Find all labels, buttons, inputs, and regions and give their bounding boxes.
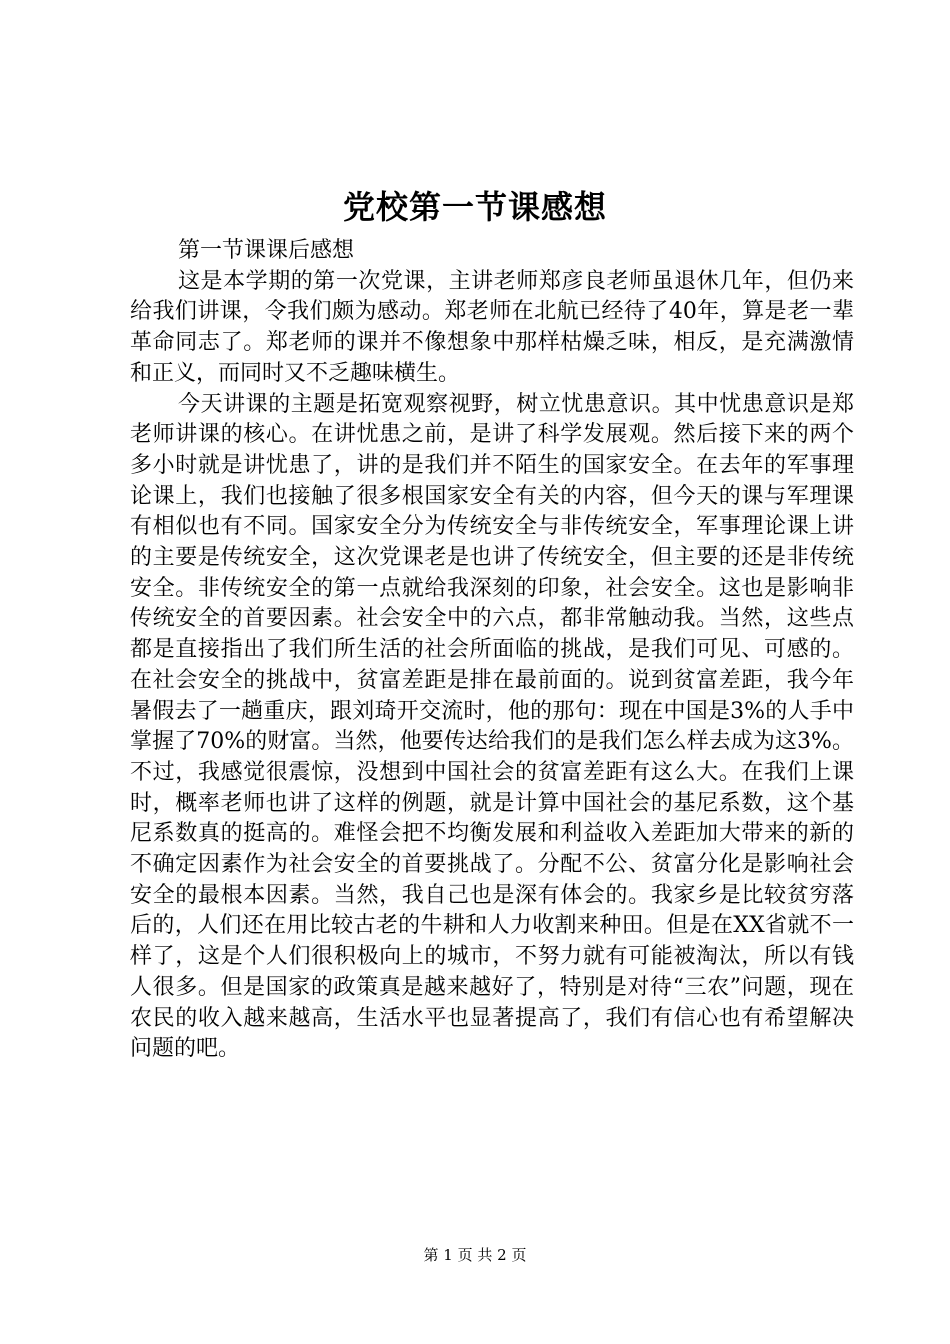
paragraph-2: 今天讲课的主题是拓宽观察视野，树立忧患意识。其中忧患意识是郑老师讲课的核心。在讲忧患之前，是讲了科学发展观。然后接下来的两个多小时就是讲忧患了，讲的是我们并不陌生的国家安全。在去年的军事理论课上，我们也接触了很多根国家安全有关的内容，但今天的课与军理课有相似也有不同。国家安全分为传统安全与非传统安全，军事理论课上讲的主要是传统安全，这次党课老是也讲了传统安全，但主要的还是非传统安全。非传统安全的第一点就给我深刻的印象，社会安全。这也是影响非传统安全的首要因素。社会安全中的六点，都非常触动我。当然，这些点都是直接指出了我们所生活的社会所面临的挑战，是我们可见、可感的。在社会安全的挑战中，贫富差距是排在最前面的。说到贫富差距，我今年暑假去了一趟重庆，跟刘琦开交流时，他的那句：现在中国是3%的人手中掌握了70%的财富。当然，他要传达给我们的是我们怎么样去成为这3%。不过，我感觉很震惊，没想到中国社会的贫富差距有这么大。在我们上课时，概率老师也讲了这样的例题，就是计算中国社会的基尼系数，这个基尼系数真的挺高的。难怪会把不均衡发展和利益收入差距加大带来的新的不确定因素作为社会安全的首要挑战了。分配不公、贫富分化是影响社会安全的最根本因素。当然，我自己也是深有体会的。我家乡是比较贫穷落后的，人们还在用比较古老的牛耕和人力收割来种田。但是在XX省就不一样了，这是个人们很积极向上的城市，不努力就有可能被淘汰，所以有钱人很多。但是国家的政策真是越来越好了，特别是对待“三农”问题，现在农民的收入越来越高，生活水平也显著提高了，我们有信心也有希望解决问题的吧。 — [130, 391, 854, 1062]
document-title: 党校第一节课感想 — [342, 188, 607, 226]
document-body — [130, 236, 854, 1065]
paragraph-1: 这是本学期的第一次党课，主讲老师郑彦良老师虽退休几年，但仍来给我们讲课，令我们颇为感动。郑老师在北航已经待了40年，算是老一辈革命同志了。郑老师的课并不像想象中那样枯燥乏味，相反，是充满激情和正义，而同时又不乏趣味横生。 — [130, 268, 854, 386]
page-number-footer: 第 1 页 共 2 页 — [423, 1246, 527, 1264]
document-subtitle: 第一节课课后感想 — [178, 238, 355, 263]
